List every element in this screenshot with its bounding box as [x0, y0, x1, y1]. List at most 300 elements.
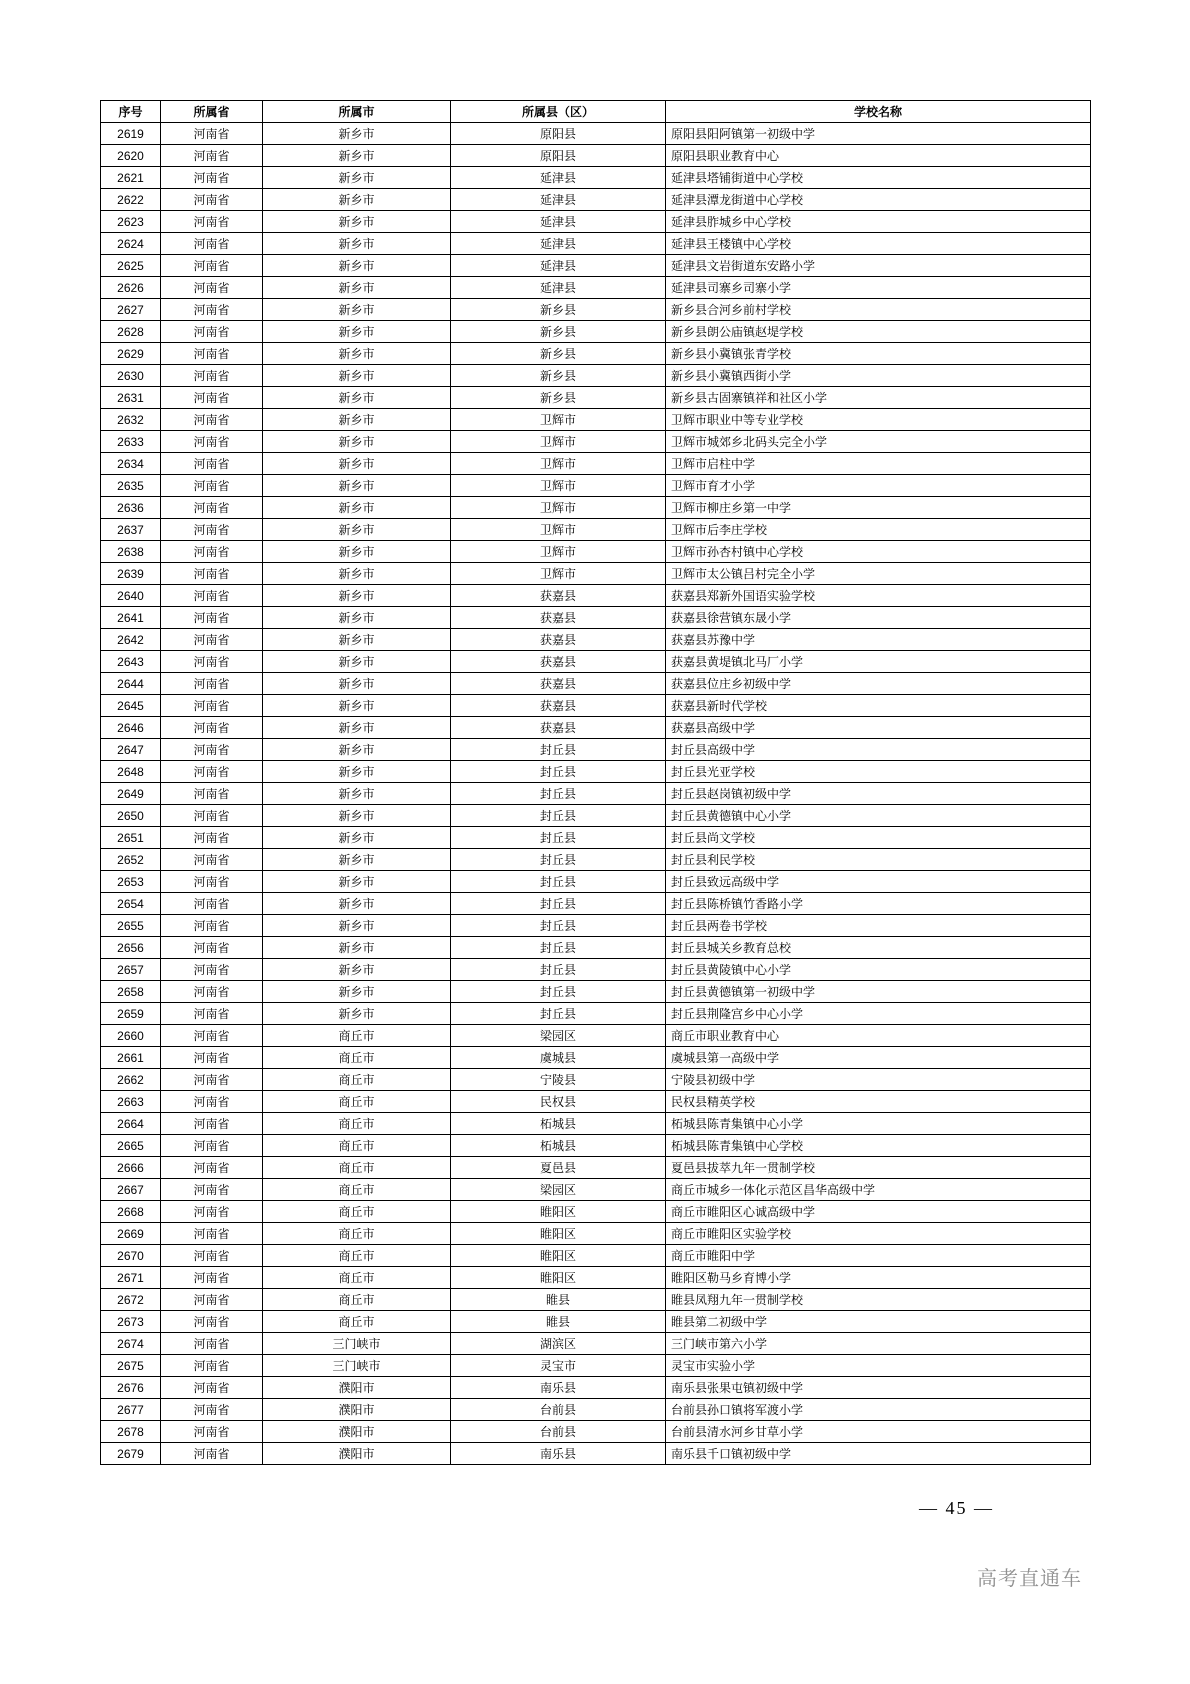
school-name-cell: 获嘉县苏豫中学 [666, 629, 1091, 651]
city-cell: 新乡市 [263, 409, 451, 431]
table-row [101, 585, 1091, 607]
school-name-cell: 延津县文岩街道东安路小学 [666, 255, 1091, 277]
school-name-cell: 南乐县张果屯镇初级中学 [666, 1377, 1091, 1399]
city-cell: 新乡市 [263, 475, 451, 497]
table-row [101, 387, 1091, 409]
serial-cell: 2635 [101, 475, 161, 497]
county-cell: 获嘉县 [451, 607, 666, 629]
school-name-cell: 封丘县高级中学 [666, 739, 1091, 761]
table-row [101, 343, 1091, 365]
table-row [101, 1179, 1091, 1201]
serial-cell: 2650 [101, 805, 161, 827]
serial-cell: 2666 [101, 1157, 161, 1179]
province-cell: 河南省 [161, 1201, 263, 1223]
serial-cell: 2649 [101, 783, 161, 805]
table-row [101, 409, 1091, 431]
city-cell: 新乡市 [263, 321, 451, 343]
city-cell: 新乡市 [263, 827, 451, 849]
watermark-text: 高考直通车 [977, 1568, 1082, 1590]
table-row [101, 1443, 1091, 1465]
city-cell: 新乡市 [263, 805, 451, 827]
province-cell: 河南省 [161, 739, 263, 761]
city-cell: 新乡市 [263, 893, 451, 915]
province-cell: 河南省 [161, 1091, 263, 1113]
city-cell: 濮阳市 [263, 1377, 451, 1399]
school-name-cell: 卫辉市柳庄乡第一中学 [666, 497, 1091, 519]
city-cell: 濮阳市 [263, 1421, 451, 1443]
province-cell: 河南省 [161, 629, 263, 651]
city-cell: 新乡市 [263, 387, 451, 409]
page-number: — 45 — [919, 1498, 994, 1518]
city-cell: 新乡市 [263, 541, 451, 563]
school-name-cell: 封丘县黄德镇中心小学 [666, 805, 1091, 827]
school-name-cell: 虞城县第一高级中学 [666, 1047, 1091, 1069]
city-cell: 新乡市 [263, 739, 451, 761]
serial-cell: 2634 [101, 453, 161, 475]
city-cell: 三门峡市 [263, 1355, 451, 1377]
city-cell: 新乡市 [263, 937, 451, 959]
county-cell: 封丘县 [451, 893, 666, 915]
city-cell: 商丘市 [263, 1069, 451, 1091]
column-header: 所属县（区） [451, 101, 666, 123]
province-cell: 河南省 [161, 1113, 263, 1135]
serial-cell: 2651 [101, 827, 161, 849]
province-cell: 河南省 [161, 1333, 263, 1355]
county-cell: 封丘县 [451, 783, 666, 805]
table-row [101, 849, 1091, 871]
table-row [101, 563, 1091, 585]
county-cell: 卫辉市 [451, 541, 666, 563]
province-cell: 河南省 [161, 651, 263, 673]
serial-cell: 2660 [101, 1025, 161, 1047]
serial-cell: 2644 [101, 673, 161, 695]
city-cell: 新乡市 [263, 607, 451, 629]
serial-cell: 2619 [101, 123, 161, 145]
school-table [100, 100, 1091, 1465]
school-name-cell: 柘城县陈青集镇中心学校 [666, 1135, 1091, 1157]
serial-cell: 2626 [101, 277, 161, 299]
table-row [101, 1003, 1091, 1025]
city-cell: 新乡市 [263, 519, 451, 541]
school-name-cell: 商丘市睢阳中学 [666, 1245, 1091, 1267]
column-header: 所属市 [263, 101, 451, 123]
school-name-cell: 封丘县尚文学校 [666, 827, 1091, 849]
province-cell: 河南省 [161, 563, 263, 585]
county-cell: 延津县 [451, 233, 666, 255]
serial-cell: 2627 [101, 299, 161, 321]
serial-cell: 2678 [101, 1421, 161, 1443]
serial-cell: 2655 [101, 915, 161, 937]
county-cell: 新乡县 [451, 387, 666, 409]
city-cell: 三门峡市 [263, 1333, 451, 1355]
county-cell: 睢县 [451, 1289, 666, 1311]
serial-cell: 2662 [101, 1069, 161, 1091]
county-cell: 封丘县 [451, 827, 666, 849]
county-cell: 延津县 [451, 211, 666, 233]
table-row [101, 167, 1091, 189]
province-cell: 河南省 [161, 233, 263, 255]
table-row [101, 1377, 1091, 1399]
serial-cell: 2643 [101, 651, 161, 673]
city-cell: 商丘市 [263, 1223, 451, 1245]
table-row [101, 519, 1091, 541]
serial-cell: 2623 [101, 211, 161, 233]
serial-cell: 2657 [101, 959, 161, 981]
table-row [101, 695, 1091, 717]
province-cell: 河南省 [161, 915, 263, 937]
county-cell: 封丘县 [451, 739, 666, 761]
table-row [101, 1245, 1091, 1267]
school-name-cell: 民权县精英学校 [666, 1091, 1091, 1113]
county-cell: 新乡县 [451, 343, 666, 365]
city-cell: 新乡市 [263, 277, 451, 299]
county-cell: 封丘县 [451, 959, 666, 981]
serial-cell: 2664 [101, 1113, 161, 1135]
county-cell: 延津县 [451, 189, 666, 211]
city-cell: 新乡市 [263, 1003, 451, 1025]
table-row [101, 1201, 1091, 1223]
school-name-cell: 卫辉市启柱中学 [666, 453, 1091, 475]
school-name-cell: 封丘县利民学校 [666, 849, 1091, 871]
table-row [101, 321, 1091, 343]
table-row [101, 1047, 1091, 1069]
county-cell: 获嘉县 [451, 695, 666, 717]
county-cell: 睢阳区 [451, 1267, 666, 1289]
city-cell: 新乡市 [263, 673, 451, 695]
serial-cell: 2648 [101, 761, 161, 783]
province-cell: 河南省 [161, 871, 263, 893]
county-cell: 获嘉县 [451, 629, 666, 651]
province-cell: 河南省 [161, 1421, 263, 1443]
county-cell: 睢县 [451, 1311, 666, 1333]
county-cell: 延津县 [451, 167, 666, 189]
table-row [101, 233, 1091, 255]
table-row [101, 541, 1091, 563]
province-cell: 河南省 [161, 849, 263, 871]
city-cell: 新乡市 [263, 981, 451, 1003]
province-cell: 河南省 [161, 673, 263, 695]
school-name-cell: 延津县潭龙街道中心学校 [666, 189, 1091, 211]
county-cell: 卫辉市 [451, 431, 666, 453]
city-cell: 新乡市 [263, 585, 451, 607]
county-cell: 卫辉市 [451, 453, 666, 475]
city-cell: 新乡市 [263, 453, 451, 475]
serial-cell: 2647 [101, 739, 161, 761]
city-cell: 新乡市 [263, 167, 451, 189]
province-cell: 河南省 [161, 343, 263, 365]
province-cell: 河南省 [161, 959, 263, 981]
serial-cell: 2654 [101, 893, 161, 915]
table-row [101, 1025, 1091, 1047]
school-name-cell: 原阳县职业教育中心 [666, 145, 1091, 167]
city-cell: 新乡市 [263, 783, 451, 805]
county-cell: 睢阳区 [451, 1201, 666, 1223]
school-name-cell: 宁陵县初级中学 [666, 1069, 1091, 1091]
school-name-cell: 延津县塔铺街道中心学校 [666, 167, 1091, 189]
city-cell: 新乡市 [263, 629, 451, 651]
city-cell: 商丘市 [263, 1289, 451, 1311]
province-cell: 河南省 [161, 1003, 263, 1025]
city-cell: 新乡市 [263, 145, 451, 167]
serial-cell: 2676 [101, 1377, 161, 1399]
county-cell: 获嘉县 [451, 717, 666, 739]
city-cell: 新乡市 [263, 431, 451, 453]
serial-cell: 2671 [101, 1267, 161, 1289]
table-row [101, 1289, 1091, 1311]
city-cell: 商丘市 [263, 1311, 451, 1333]
province-cell: 河南省 [161, 1267, 263, 1289]
serial-cell: 2673 [101, 1311, 161, 1333]
province-cell: 河南省 [161, 365, 263, 387]
table-row [101, 805, 1091, 827]
county-cell: 获嘉县 [451, 651, 666, 673]
county-cell: 原阳县 [451, 145, 666, 167]
county-cell: 台前县 [451, 1399, 666, 1421]
city-cell: 新乡市 [263, 959, 451, 981]
school-table-container [100, 100, 1090, 1465]
serial-cell: 2658 [101, 981, 161, 1003]
school-name-cell: 获嘉县位庄乡初级中学 [666, 673, 1091, 695]
serial-cell: 2625 [101, 255, 161, 277]
province-cell: 河南省 [161, 695, 263, 717]
school-name-cell: 获嘉县黄堤镇北马厂小学 [666, 651, 1091, 673]
table-row [101, 189, 1091, 211]
school-name-cell: 封丘县致远高级中学 [666, 871, 1091, 893]
province-cell: 河南省 [161, 783, 263, 805]
province-cell: 河南省 [161, 1289, 263, 1311]
table-row [101, 1157, 1091, 1179]
serial-cell: 2640 [101, 585, 161, 607]
school-name-cell: 新乡县小冀镇张青学校 [666, 343, 1091, 365]
school-name-cell: 卫辉市后李庄学校 [666, 519, 1091, 541]
school-name-cell: 新乡县小冀镇西街小学 [666, 365, 1091, 387]
school-name-cell: 新乡县朗公庙镇赵堤学校 [666, 321, 1091, 343]
school-name-cell: 获嘉县新时代学校 [666, 695, 1091, 717]
county-cell: 卫辉市 [451, 475, 666, 497]
city-cell: 新乡市 [263, 497, 451, 519]
school-name-cell: 南乐县千口镇初级中学 [666, 1443, 1091, 1465]
table-row [101, 475, 1091, 497]
school-name-cell: 新乡县合河乡前村学校 [666, 299, 1091, 321]
county-cell: 民权县 [451, 1091, 666, 1113]
school-name-cell: 商丘市睢阳区实验学校 [666, 1223, 1091, 1245]
table-row [101, 1399, 1091, 1421]
county-cell: 封丘县 [451, 849, 666, 871]
table-row [101, 629, 1091, 651]
table-row [101, 255, 1091, 277]
county-cell: 睢阳区 [451, 1223, 666, 1245]
school-name-cell: 睢县凤翔九年一贯制学校 [666, 1289, 1091, 1311]
table-row [101, 1421, 1091, 1443]
table-row [101, 453, 1091, 475]
serial-cell: 2675 [101, 1355, 161, 1377]
serial-cell: 2646 [101, 717, 161, 739]
province-cell: 河南省 [161, 1399, 263, 1421]
table-row [101, 497, 1091, 519]
province-cell: 河南省 [161, 761, 263, 783]
school-name-cell: 新乡县古固寨镇祥和社区小学 [666, 387, 1091, 409]
city-cell: 新乡市 [263, 343, 451, 365]
province-cell: 河南省 [161, 1135, 263, 1157]
county-cell: 梁园区 [451, 1025, 666, 1047]
header-row [101, 101, 1091, 123]
county-cell: 封丘县 [451, 805, 666, 827]
serial-cell: 2628 [101, 321, 161, 343]
province-cell: 河南省 [161, 1443, 263, 1465]
county-cell: 封丘县 [451, 981, 666, 1003]
table-row [101, 827, 1091, 849]
serial-cell: 2663 [101, 1091, 161, 1113]
school-name-cell: 延津县胙城乡中心学校 [666, 211, 1091, 233]
city-cell: 新乡市 [263, 233, 451, 255]
county-cell: 新乡县 [451, 321, 666, 343]
school-name-cell: 封丘县黄德镇第一初级中学 [666, 981, 1091, 1003]
school-name-cell: 睢县第二初级中学 [666, 1311, 1091, 1333]
city-cell: 商丘市 [263, 1047, 451, 1069]
province-cell: 河南省 [161, 321, 263, 343]
school-name-cell: 获嘉县徐营镇东晟小学 [666, 607, 1091, 629]
table-row [101, 365, 1091, 387]
table-row [101, 277, 1091, 299]
school-name-cell: 封丘县两卷书学校 [666, 915, 1091, 937]
county-cell: 夏邑县 [451, 1157, 666, 1179]
province-cell: 河南省 [161, 1047, 263, 1069]
county-cell: 南乐县 [451, 1377, 666, 1399]
serial-cell: 2665 [101, 1135, 161, 1157]
county-cell: 睢阳区 [451, 1245, 666, 1267]
table-row [101, 651, 1091, 673]
province-cell: 河南省 [161, 1157, 263, 1179]
table-row [101, 937, 1091, 959]
city-cell: 新乡市 [263, 761, 451, 783]
serial-cell: 2677 [101, 1399, 161, 1421]
county-cell: 柘城县 [451, 1113, 666, 1135]
province-cell: 河南省 [161, 827, 263, 849]
county-cell: 封丘县 [451, 937, 666, 959]
table-row [101, 607, 1091, 629]
province-cell: 河南省 [161, 497, 263, 519]
city-cell: 新乡市 [263, 849, 451, 871]
table-row [101, 431, 1091, 453]
province-cell: 河南省 [161, 277, 263, 299]
province-cell: 河南省 [161, 387, 263, 409]
school-name-cell: 获嘉县郑新外国语实验学校 [666, 585, 1091, 607]
serial-cell: 2679 [101, 1443, 161, 1465]
province-cell: 河南省 [161, 519, 263, 541]
province-cell: 河南省 [161, 607, 263, 629]
table-row [101, 1267, 1091, 1289]
school-name-cell: 封丘县光亚学校 [666, 761, 1091, 783]
school-name-cell: 柘城县陈青集镇中心小学 [666, 1113, 1091, 1135]
school-name-cell: 商丘市睢阳区心诚高级中学 [666, 1201, 1091, 1223]
serial-cell: 2672 [101, 1289, 161, 1311]
province-cell: 河南省 [161, 1179, 263, 1201]
school-name-cell: 获嘉县高级中学 [666, 717, 1091, 739]
province-cell: 河南省 [161, 453, 263, 475]
table-row [101, 673, 1091, 695]
serial-cell: 2669 [101, 1223, 161, 1245]
table-row [101, 981, 1091, 1003]
serial-cell: 2630 [101, 365, 161, 387]
school-name-cell: 三门峡市第六小学 [666, 1333, 1091, 1355]
county-cell: 延津县 [451, 255, 666, 277]
table-row [101, 211, 1091, 233]
city-cell: 新乡市 [263, 695, 451, 717]
province-cell: 河南省 [161, 541, 263, 563]
province-cell: 河南省 [161, 805, 263, 827]
city-cell: 新乡市 [263, 299, 451, 321]
county-cell: 梁园区 [451, 1179, 666, 1201]
serial-cell: 2633 [101, 431, 161, 453]
school-name-cell: 卫辉市孙杏村镇中心学校 [666, 541, 1091, 563]
city-cell: 商丘市 [263, 1201, 451, 1223]
county-cell: 获嘉县 [451, 585, 666, 607]
table-row [101, 1113, 1091, 1135]
city-cell: 商丘市 [263, 1091, 451, 1113]
serial-cell: 2659 [101, 1003, 161, 1025]
serial-cell: 2632 [101, 409, 161, 431]
serial-cell: 2637 [101, 519, 161, 541]
city-cell: 濮阳市 [263, 1443, 451, 1465]
school-name-cell: 商丘市职业教育中心 [666, 1025, 1091, 1047]
column-header: 学校名称 [666, 101, 1091, 123]
table-row [101, 299, 1091, 321]
county-cell: 灵宝市 [451, 1355, 666, 1377]
city-cell: 商丘市 [263, 1179, 451, 1201]
column-header: 序号 [101, 101, 161, 123]
table-row [101, 893, 1091, 915]
serial-cell: 2638 [101, 541, 161, 563]
serial-cell: 2636 [101, 497, 161, 519]
table-row [101, 717, 1091, 739]
school-name-cell: 封丘县城关乡教育总校 [666, 937, 1091, 959]
school-name-cell: 封丘县陈桥镇竹香路小学 [666, 893, 1091, 915]
school-name-cell: 台前县清水河乡甘草小学 [666, 1421, 1091, 1443]
province-cell: 河南省 [161, 893, 263, 915]
county-cell: 封丘县 [451, 761, 666, 783]
province-cell: 河南省 [161, 1025, 263, 1047]
serial-cell: 2621 [101, 167, 161, 189]
city-cell: 新乡市 [263, 871, 451, 893]
city-cell: 新乡市 [263, 563, 451, 585]
county-cell: 新乡县 [451, 365, 666, 387]
serial-cell: 2652 [101, 849, 161, 871]
province-cell: 河南省 [161, 1377, 263, 1399]
county-cell: 湖滨区 [451, 1333, 666, 1355]
province-cell: 河南省 [161, 981, 263, 1003]
serial-cell: 2620 [101, 145, 161, 167]
serial-cell: 2641 [101, 607, 161, 629]
city-cell: 新乡市 [263, 123, 451, 145]
city-cell: 新乡市 [263, 915, 451, 937]
table-row [101, 1135, 1091, 1157]
school-name-cell: 卫辉市职业中等专业学校 [666, 409, 1091, 431]
school-name-cell: 封丘县荆隆宫乡中心小学 [666, 1003, 1091, 1025]
table-row [101, 1091, 1091, 1113]
county-cell: 新乡县 [451, 299, 666, 321]
city-cell: 濮阳市 [263, 1399, 451, 1421]
county-cell: 卫辉市 [451, 519, 666, 541]
province-cell: 河南省 [161, 189, 263, 211]
school-name-cell: 夏邑县拔萃九年一贯制学校 [666, 1157, 1091, 1179]
serial-cell: 2645 [101, 695, 161, 717]
county-cell: 宁陵县 [451, 1069, 666, 1091]
school-name-cell: 卫辉市城郊乡北码头完全小学 [666, 431, 1091, 453]
table-row [101, 1333, 1091, 1355]
city-cell: 商丘市 [263, 1113, 451, 1135]
school-name-cell: 封丘县赵岗镇初级中学 [666, 783, 1091, 805]
city-cell: 商丘市 [263, 1135, 451, 1157]
